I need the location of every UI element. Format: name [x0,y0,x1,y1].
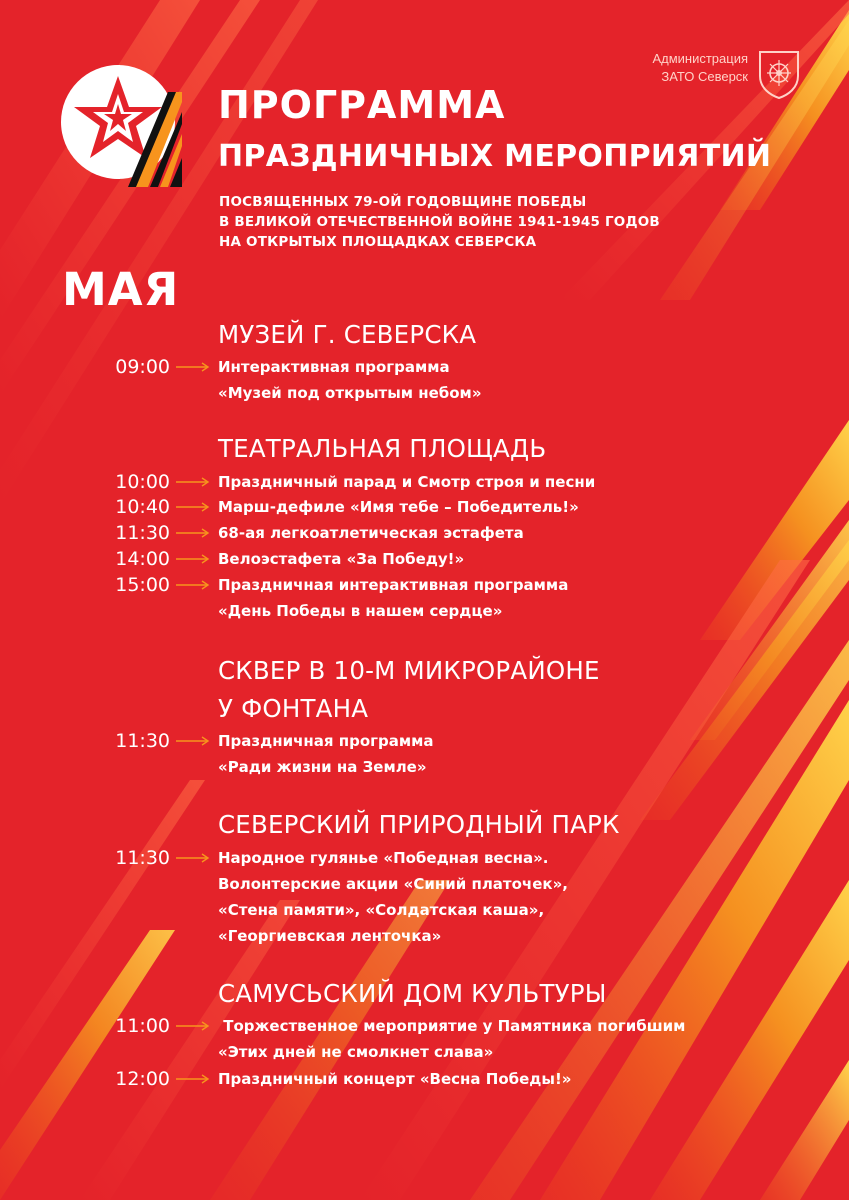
arrow-right-icon [176,528,210,538]
event-time: 09:00 [115,356,170,378]
venue-title: ТЕАТРАЛЬНАЯ ПЛОЩАДЬ [218,434,547,463]
arrow-right-icon [176,502,210,512]
arrow-right-icon [176,362,210,372]
subtitle-line-3: НА ОТКРЫТЫХ ПЛОЩАДКАХ СЕВЕРСКА [219,234,537,250]
venue-title: СКВЕР В 10-М МИКРОРАЙОНЕ [218,656,600,685]
venue-title: МУЗЕЙ Г. СЕВЕРСКА [218,320,477,349]
event-line: Праздничный парад и Смотр строя и песни [218,473,596,491]
event-time: 12:00 [115,1068,170,1090]
event-time: 15:00 [115,574,170,596]
event-description [218,572,568,624]
subtitle-line-1: ПОСВЯЩЕННЫХ 79-ОЙ ГОДОВЩИНЕ ПОБЕДЫ [219,194,587,210]
page-title-second-line: ПРАЗДНИЧНЫХ МЕРОПРИЯТИЙ [218,139,772,174]
event-time: 11:30 [115,522,170,544]
event-line: Праздничная программа [218,732,434,750]
event-time: 10:00 [115,471,170,493]
event-line: «Стена памяти», «Солдатская каша», [218,901,545,919]
event-description [218,728,434,780]
event-line: Праздничный концерт «Весна Победы!» [218,1070,572,1088]
event-description [218,1013,685,1065]
event-line: «Музей под открытым небом» [218,384,482,402]
administration-label [652,50,748,86]
event-time: 11:30 [115,730,170,752]
event-line: «Этих дней не смолкнет слава» [218,1043,494,1061]
event-line: Велоэстафета «За Победу!» [218,550,465,568]
venue-title: СЕВЕРСКИЙ ПРИРОДНЫЙ ПАРК [218,810,620,839]
venue-title-second-line: У ФОНТАНА [218,694,369,723]
event-line: Народное гулянье «Победная весна». [218,849,549,867]
arrow-right-icon [176,1021,210,1031]
event-line: 68-ая легкоатлетическая эстафета [218,524,524,542]
event-time: 11:30 [115,847,170,869]
logo-month-text: МАЯ [62,263,180,316]
event-time: 11:00 [115,1015,170,1037]
event-line: «Ради жизни на Земле» [218,758,427,776]
event-line: Праздничная интерактивная программа [218,576,569,594]
subtitle-line-2: В ВЕЛИКОЙ ОТЕЧЕСТВЕННОЙ ВОЙНЕ 1941-1945 ГОДОВ [219,214,660,230]
venue-title: САМУСЬСКИЙ ДОМ КУЛЬТУРЫ [218,979,607,1008]
admin-line-2: ЗАТО Северск [661,69,748,84]
event-time: 10:40 [115,496,170,518]
event-line: Марш-дефиле «Имя тебе – Победитель!» [218,498,579,516]
event-description [218,845,568,949]
star-ribbon-icon [58,62,183,262]
event-line: Интерактивная программа [218,358,450,376]
arrow-right-icon [176,1074,210,1084]
arrow-right-icon [176,477,210,487]
victory-day-logo [58,62,183,316]
arrow-right-icon [176,580,210,590]
arrow-right-icon [176,736,210,746]
event-line: Волонтерские акции «Синий платочек», [218,875,568,893]
event-line: «Георгиевская ленточка» [218,927,442,945]
event-time: 14:00 [115,548,170,570]
page-title: ПРОГРАММА [218,83,506,127]
admin-line-1: Администрация [652,51,748,66]
arrow-right-icon [176,554,210,564]
administration-block [612,48,802,108]
page-subtitle [219,192,660,252]
coat-of-arms-icon [756,48,802,100]
arrow-right-icon [176,853,210,863]
event-line: «День Победы в нашем сердце» [218,602,503,620]
event-line: Торжественное мероприятие у Памятника погибшим [218,1017,686,1035]
event-description [218,354,482,406]
